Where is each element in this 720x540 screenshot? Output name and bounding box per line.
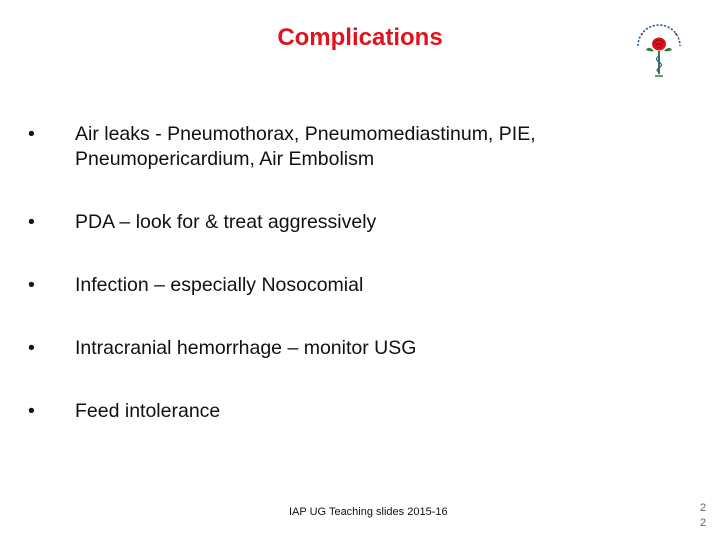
bullet-marker: • xyxy=(28,400,35,422)
slide-title: Complications xyxy=(277,24,443,51)
bullet-text: PDA – look for & treat aggressively xyxy=(75,211,377,233)
bullet-item-feed-intolerance xyxy=(28,399,688,424)
bullet-item-air-leaks xyxy=(28,122,688,172)
bullet-text: Intracranial hemorrhage – monitor USG xyxy=(75,337,417,359)
iap-rose-emblem-icon xyxy=(628,16,690,80)
bullet-item-intracranial-hemorrhage xyxy=(28,336,688,361)
bullet-list xyxy=(28,122,688,424)
bullet-marker: • xyxy=(28,211,35,233)
bullet-item-infection xyxy=(28,273,688,298)
bullet-marker: • xyxy=(28,337,35,359)
bullet-text: Infection – especially Nosocomial xyxy=(75,274,364,296)
slide-footer: IAP UG Teaching slides 2015-16 xyxy=(289,506,448,518)
bullet-item-pda xyxy=(28,210,688,235)
page-number: 22 xyxy=(699,502,707,529)
bullet-text: Feed intolerance xyxy=(75,400,221,422)
bullet-marker: • xyxy=(28,274,35,296)
bullet-text: Air leaks - Pneumothorax, Pneumomediastinum, PIE, Pneumopericardium, Air Embolism xyxy=(75,123,536,170)
bullet-marker: • xyxy=(28,123,35,145)
